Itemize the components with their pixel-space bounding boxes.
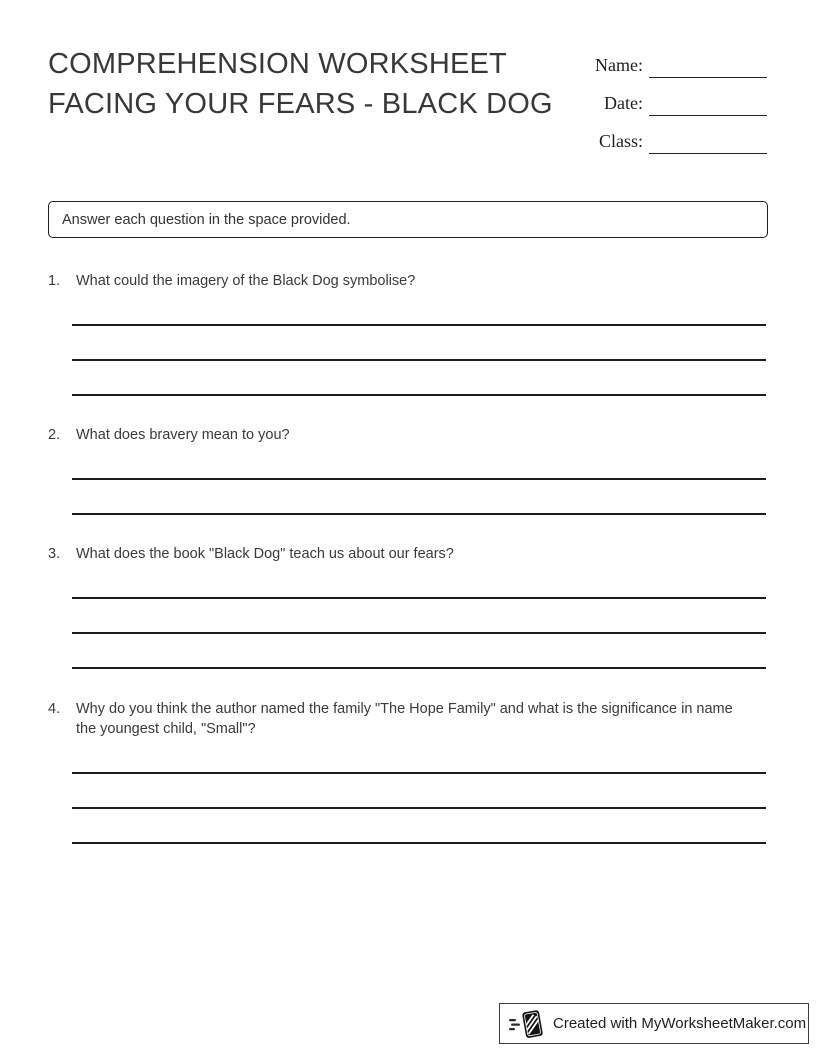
name-field-label: Name: [595, 55, 643, 75]
date-write-line[interactable] [649, 115, 767, 116]
field-row-date [553, 90, 768, 128]
question-number: 1. [48, 273, 61, 289]
question-number: 2. [48, 427, 61, 443]
question-1 [48, 271, 768, 396]
answer-line[interactable] [72, 394, 766, 396]
page-title-line-1: COMPREHENSION WORKSHEET [48, 48, 507, 80]
answer-line[interactable] [72, 807, 766, 809]
instructions-text: Answer each question in the space provided. [62, 211, 351, 228]
answer-line[interactable] [72, 597, 766, 599]
name-write-line[interactable] [649, 77, 767, 78]
field-row-name [553, 52, 768, 90]
class-field-label: Class: [598, 131, 643, 151]
question-4 [48, 699, 768, 844]
credit-badge [499, 1003, 809, 1044]
question-number: 3. [48, 546, 61, 562]
answer-line[interactable] [72, 513, 766, 515]
question-text: What does the book "Black Dog" teach us about our fears? [76, 546, 454, 562]
answer-line[interactable] [72, 478, 766, 480]
answer-line[interactable] [72, 324, 766, 326]
answer-line[interactable] [72, 359, 766, 361]
question-number: 4. [48, 701, 61, 717]
question-text: Why do you think the author named the family "The Hope Family" and what is the significance in name the youngest child, "Small"? [76, 701, 733, 737]
instructions-box [48, 201, 768, 238]
answer-line[interactable] [72, 772, 766, 774]
field-row-class [553, 128, 768, 166]
page-title [48, 44, 553, 124]
question-text: What could the imagery of the Black Dog symbolise? [76, 273, 416, 289]
date-field-label: Date: [604, 93, 643, 113]
answer-line[interactable] [72, 632, 766, 634]
question-3 [48, 544, 768, 669]
page-title-line-2: FACING YOUR FEARS - BLACK DOG [48, 88, 553, 120]
question-text: What does bravery mean to you? [76, 427, 290, 443]
worksheet-maker-logo-icon [508, 1009, 546, 1039]
answer-line[interactable] [72, 842, 766, 844]
answer-line[interactable] [72, 667, 766, 669]
student-fields [553, 52, 768, 166]
class-write-line[interactable] [649, 153, 767, 154]
credit-text: Created with MyWorksheetMaker.com [553, 1015, 807, 1032]
question-2 [48, 425, 768, 515]
